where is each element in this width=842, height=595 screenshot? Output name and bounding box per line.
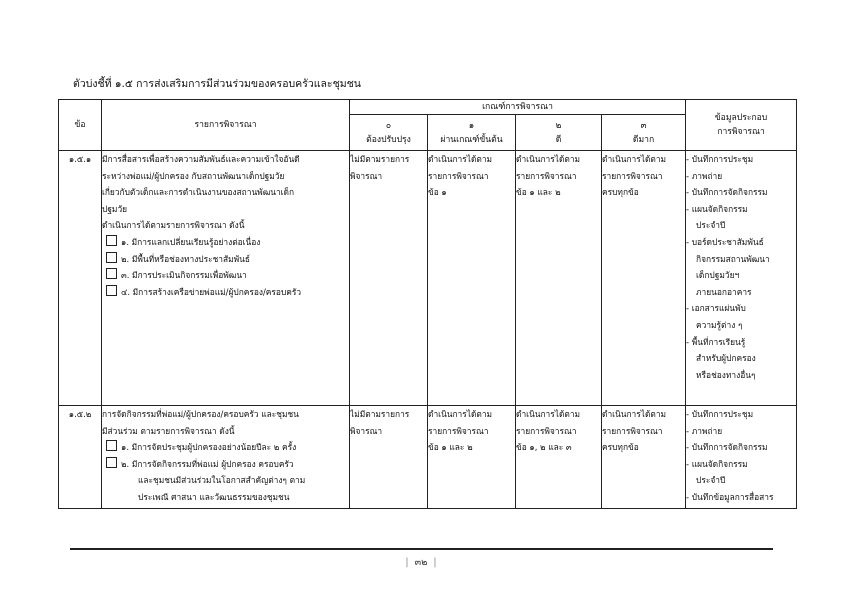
item-description — [102, 151, 350, 406]
evidence-item: หรือช่องทางอื่นๆ — [696, 369, 756, 380]
checklist-option — [102, 251, 349, 268]
checklist-option — [102, 284, 349, 301]
page-number — [0, 555, 842, 570]
header-level-0 — [350, 115, 428, 151]
level-text: รายการพิจารณา — [428, 425, 489, 436]
indicator-heading: ตัวบ่งชี้ที่ ๑.๕ การส่งเสริมการมีส่วนร่วมของครอบครัวและชุมชน — [73, 78, 361, 90]
level-text: พิจารณา — [350, 170, 383, 181]
level-label: ต้องปรับปรุง — [366, 134, 411, 145]
level-number: ๒ — [555, 120, 562, 131]
level-label: ดี — [555, 134, 562, 145]
level-0-cell — [350, 406, 428, 509]
description-line: มีการสื่อสารเพื่อสร้างความสัมพันธ์และความเข้าใจอันดี — [102, 154, 300, 164]
level-text: รายการพิจารณา — [516, 425, 577, 436]
evidence-item: กิจกรรมสถานพัฒนา — [696, 253, 770, 264]
level-text: ครบทุกข้อ — [602, 187, 639, 198]
header-no: ข้อ — [59, 100, 102, 151]
level-text: ไม่มีตามรายการ — [350, 409, 410, 419]
level-text: ดำเนินการได้ตาม — [516, 154, 581, 164]
level-text: ดำเนินการได้ตาม — [428, 154, 493, 164]
option-label: ๒. มีการจัดกิจกรรมที่พ่อแม่ ผู้ปกครอง ครอบครัว — [121, 458, 294, 469]
option-continuation: และชุมชนมีส่วนร่วมในโอกาสสำคัญต่างๆ ตาม — [138, 475, 306, 486]
description-line: ดำเนินการได้ตามรายการพิจารณา ดังนี้ — [102, 220, 245, 231]
level-text: ครบทุกข้อ — [602, 442, 639, 453]
checkbox[interactable] — [106, 268, 117, 279]
level-3-cell — [602, 151, 686, 406]
level-2-cell — [516, 151, 602, 406]
header-level-1 — [428, 115, 516, 151]
page-number-bar-right: | — [433, 557, 437, 568]
item-number: ๑.๕.๒ — [59, 406, 102, 509]
level-label: ผ่านเกณฑ์ขั้นต้น — [440, 134, 503, 145]
evidence-item: - แผนจัดกิจกรรม — [686, 203, 748, 214]
item-description — [102, 406, 350, 509]
checkbox[interactable] — [106, 457, 117, 468]
page-number-value: ๓๒ — [414, 557, 428, 568]
evidence-item: - เอกสารแผ่นพับ — [686, 303, 746, 314]
level-number: ๑ — [468, 120, 475, 131]
option-continuation: ประเพณี ศาสนา และวัฒนธรรมของชุมชน — [138, 491, 290, 502]
level-text: รายการพิจารณา — [428, 170, 489, 181]
header-evidence-line: การพิจารณา — [717, 127, 765, 137]
evidence-item: - ภาพถ่าย — [686, 170, 723, 181]
evidence-item: - บันทึกการจัดกิจกรรม — [686, 187, 768, 198]
level-number: ๐ — [385, 120, 392, 131]
evidence-item: - บันทึกการจัดกิจกรรม — [686, 442, 768, 453]
page-number-bar-left: | — [405, 557, 409, 568]
header-level-2 — [516, 115, 602, 151]
evidence-item: สำหรับผู้ปกครอง — [696, 353, 756, 364]
checkbox[interactable] — [106, 252, 117, 263]
checklist-option — [102, 439, 349, 456]
level-text: ดำเนินการได้ตาม — [602, 154, 667, 164]
level-1-cell — [428, 406, 516, 509]
level-3-cell — [602, 406, 686, 509]
level-text: ดำเนินการได้ตาม — [516, 409, 581, 419]
option-label: ๑. มีการแลกเปลี่ยนเรียนรู้อย่างต่อเนื่อง — [121, 236, 261, 247]
header-items: รายการพิจารณา — [102, 100, 350, 151]
evidence-item: ประจำปี — [696, 475, 726, 486]
evidence-item: - บันทึกการประชุม — [686, 154, 754, 164]
evidence-item: ประจำปี — [696, 220, 726, 231]
level-text: รายการพิจารณา — [516, 170, 577, 181]
level-text: ข้อ ๑ และ ๒ — [516, 187, 561, 198]
option-label: ๓. มีการประเมินกิจกรรมเพื่อพัฒนา — [121, 270, 247, 281]
evidence-item: - แผนจัดกิจกรรม — [686, 458, 748, 469]
description-line: ปฐมวัย — [102, 203, 128, 214]
option-label: ๔. มีการสร้างเครือข่ายพ่อแม่/ผู้ปกครอง/ครอบครัว — [121, 286, 302, 297]
header-evidence — [686, 100, 797, 151]
item-number: ๑.๕.๑ — [59, 151, 102, 406]
evidence-item: ภายนอกอาคาร — [696, 286, 752, 297]
header-level-3 — [602, 115, 686, 151]
table-row — [59, 406, 797, 509]
checklist-option — [102, 456, 349, 473]
level-text: รายการพิจารณา — [602, 425, 663, 436]
evidence-cell — [686, 151, 797, 406]
description-line: มีส่วนร่วม ตามรายการพิจารณา ดังนี้ — [102, 425, 235, 436]
checklist-option — [102, 234, 349, 251]
evidence-cell — [686, 406, 797, 509]
checkbox[interactable] — [106, 285, 117, 296]
level-label: ดีมาก — [632, 134, 655, 145]
checkbox[interactable] — [106, 440, 117, 451]
level-0-cell — [350, 151, 428, 406]
header-criteria: เกณฑ์การพิจารณา — [350, 100, 686, 115]
evidence-item: - พื้นที่การเรียนรู้ — [686, 336, 746, 347]
level-text: ข้อ ๑ และ ๒ — [428, 442, 473, 453]
description-line: เกี่ยวกับตัวเด็กและการดำเนินงานของสถานพัฒนาเด็ก — [102, 187, 295, 198]
level-1-cell — [428, 151, 516, 406]
evidence-item: - บอร์ดประชาสัมพันธ์ — [686, 236, 764, 247]
level-text: รายการพิจารณา — [602, 170, 663, 181]
criteria-table — [58, 99, 797, 509]
description-line: การจัดกิจกรรมที่พ่อแม่/ผู้ปกครอง/ครอบครัว และชุมชน — [102, 409, 299, 419]
level-number: ๓ — [640, 120, 647, 131]
level-text: ข้อ ๑ — [428, 187, 447, 198]
level-text: ดำเนินการได้ตาม — [602, 409, 667, 419]
table-row — [59, 151, 797, 406]
description-line: ระหว่างพ่อแม่/ผู้ปกครอง กับสถานพัฒนาเด็กปฐมวัย — [102, 170, 285, 181]
checkbox[interactable] — [106, 235, 117, 246]
level-text: ดำเนินการได้ตาม — [428, 409, 493, 419]
evidence-item: ความรู้ต่าง ๆ — [696, 319, 743, 330]
header-evidence-line: ข้อมูลประกอบ — [714, 113, 768, 123]
level-text: ข้อ ๑, ๒ และ ๓ — [516, 442, 572, 453]
evidence-item: เด็กปฐมวัยฯ — [696, 270, 740, 281]
option-label: ๑. มีการจัดประชุมผู้ปกครองอย่างน้อยปีละ ๒ ครั้ง — [121, 442, 297, 453]
level-2-cell — [516, 406, 602, 509]
option-label: ๒. มีพื้นที่หรือช่องทางประชาสัมพันธ์ — [121, 253, 250, 264]
checklist-option — [102, 267, 349, 284]
evidence-item: - บันทึกข้อมูลการสื่อสาร — [686, 491, 774, 502]
evidence-item: - บันทึกการประชุม — [686, 409, 754, 419]
evidence-item: - ภาพถ่าย — [686, 425, 723, 436]
level-text: พิจารณา — [350, 425, 383, 436]
level-text: ไม่มีตามรายการ — [350, 154, 410, 164]
footer-divider — [70, 548, 773, 550]
